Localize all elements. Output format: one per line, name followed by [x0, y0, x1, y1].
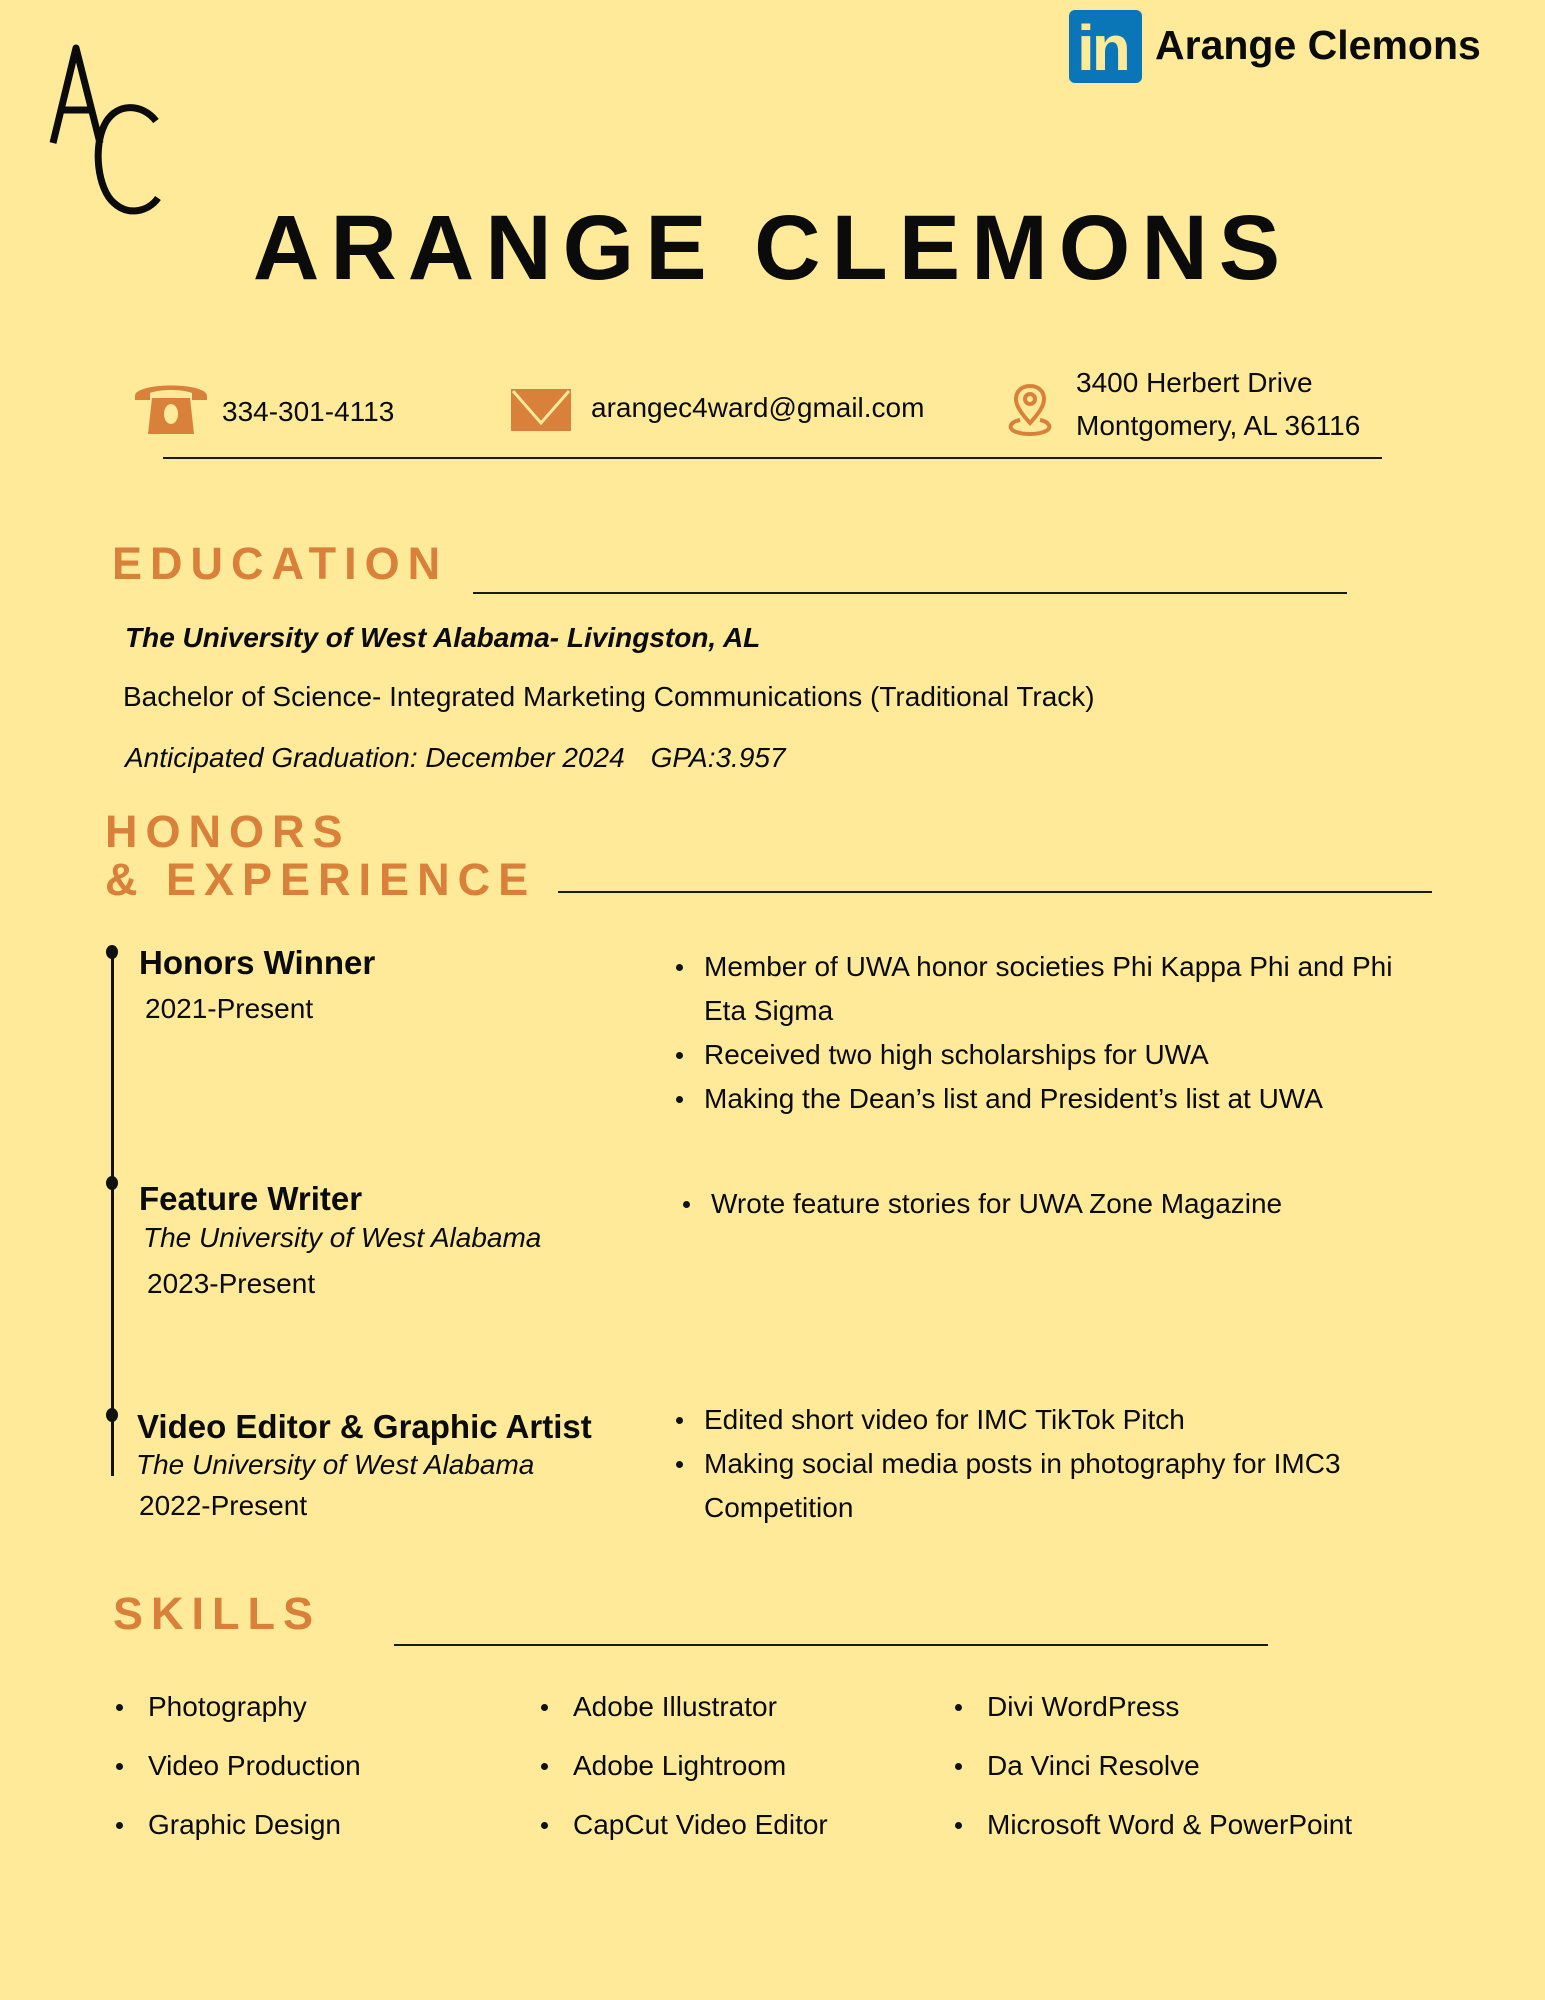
email-address[interactable]: arangec4ward@gmail.com	[591, 392, 925, 423]
skill-item: Adobe Illustrator	[541, 1689, 777, 1725]
timeline-line	[111, 952, 114, 1476]
skill-item: Photography	[116, 1689, 307, 1725]
job-dates: 2022-Present	[139, 1490, 308, 1521]
experience-heading: HONORS & EXPERIENCE	[105, 806, 537, 905]
list-item: Making the Dean’s list and President’s list at UWA	[674, 1077, 1434, 1121]
skill-item: Da Vinci Resolve	[955, 1748, 1200, 1784]
job-title: Feature Writer	[139, 1180, 363, 1217]
education-heading: EDUCATION	[112, 538, 449, 589]
phone-icon	[132, 376, 210, 436]
job-dates: 2021-Present	[145, 993, 314, 1024]
timeline-dot	[106, 1176, 118, 1190]
job-dates: 2023-Present	[147, 1268, 316, 1299]
address-line-2: Montgomery, AL 36116	[1076, 410, 1361, 441]
job-bullets	[674, 1398, 1414, 1530]
page-title: ARANGE CLEMONS	[252, 197, 1292, 299]
skill-item: CapCut Video Editor	[541, 1807, 828, 1843]
education-gpa: GPA:3.957	[650, 742, 786, 773]
list-item: Received two high scholarships for UWA	[674, 1033, 1434, 1077]
list-item: Wrote feature stories for UWA Zone Magazine	[681, 1182, 1441, 1226]
job-org: The University of West Alabama	[143, 1222, 542, 1253]
skill-item: Adobe Lightroom	[541, 1748, 786, 1784]
address	[1076, 361, 1360, 447]
skill-item: Microsoft Word & PowerPoint	[955, 1807, 1352, 1843]
address-line-1: 3400 Herbert Drive	[1076, 367, 1313, 398]
envelope-icon	[511, 389, 571, 431]
divider	[394, 1644, 1268, 1646]
job-bullets	[681, 1182, 1441, 1226]
education-school: The University of West Alabama- Livingston, AL	[125, 622, 761, 653]
map-pin-icon	[1006, 383, 1054, 437]
monogram-logo	[48, 40, 168, 220]
job-title: Honors Winner	[139, 944, 376, 981]
divider	[473, 592, 1347, 594]
education-degree: Bachelor of Science- Integrated Marketing Communications (Traditional Track)	[123, 681, 1095, 712]
linkedin-icon[interactable]: in	[1069, 10, 1142, 83]
phone-number: 334-301-4113	[222, 396, 395, 427]
job-org: The University of West Alabama	[136, 1449, 535, 1480]
divider	[558, 891, 1432, 893]
skill-item: Graphic Design	[116, 1807, 341, 1843]
education-graduation: Anticipated Graduation: December 2024	[125, 742, 625, 773]
skill-item: Divi WordPress	[955, 1689, 1179, 1725]
divider	[163, 457, 1382, 459]
job-bullets	[674, 945, 1434, 1121]
skills-heading: SKILLS	[113, 1588, 322, 1639]
timeline-dot	[106, 945, 118, 959]
monogram-icon	[48, 40, 168, 220]
list-item: Member of UWA honor societies Phi Kappa Phi and Phi Eta Sigma	[674, 945, 1434, 1033]
education-graduation-row	[125, 740, 786, 776]
timeline-dot	[106, 1408, 118, 1422]
skill-item: Video Production	[116, 1748, 361, 1784]
list-item: Making social media posts in photography for IMC3 Competition	[674, 1442, 1414, 1530]
linkedin-name-link[interactable]: Arange Clemons	[1155, 22, 1481, 68]
list-item: Edited short video for IMC TikTok Pitch	[674, 1398, 1414, 1442]
job-title: Video Editor & Graphic Artist	[137, 1408, 592, 1445]
